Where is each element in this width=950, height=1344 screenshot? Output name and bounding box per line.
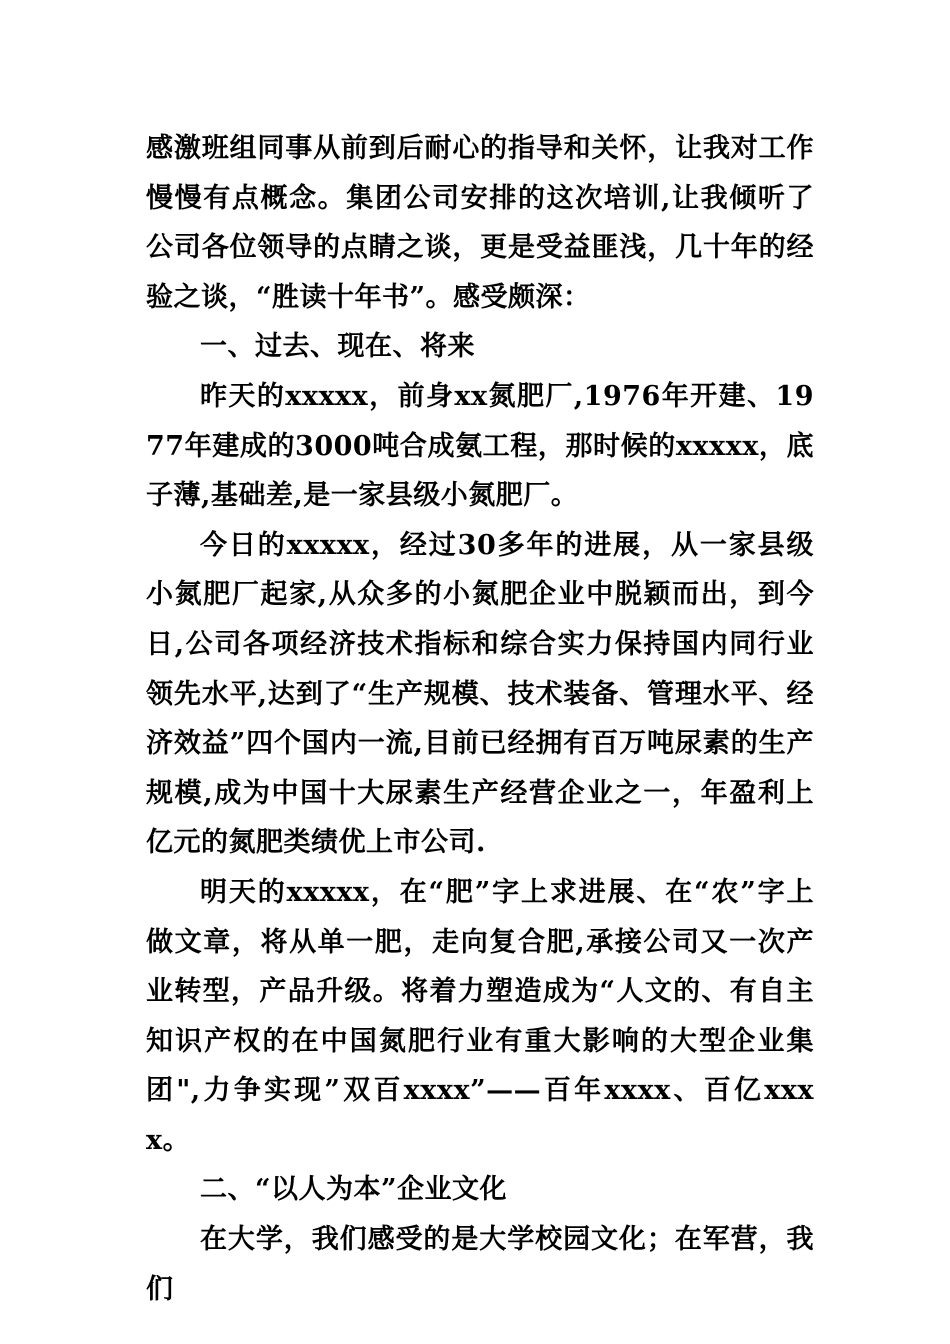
paragraph-intro: 感激班组同事从前到后耐心的指导和关怀，让我对工作慢慢有点概念。集团公司安排的这次培训,让我倾听了公司各位领导的点睛之谈，更是受益匪浅，几十年的经验之谈，“胜读十年书”。感受颇深： [146,133,814,313]
paragraph-today: 今日的xxxxx，经过30多年的进展，从一家县级小氮肥厂起家,从众多的小氮肥企业中脱颖而出，到今日,公司各项经济技术指标和综合实力保持国内同行业领先水平,达到了“生产规模、技术装备、管理水平、经济效益”四个国内一流,目前已经拥有百万吨尿素的生产规模,成为中国十大尿素生产经营企业之一，年盈利上亿元的氮肥类绩优上市公司. [146,529,814,859]
paragraph-tomorrow: 明天的xxxxx，在“肥”字上求进展、在“农”字上做文章，将从单一肥，走向复合肥,承接公司又一次产业转型，产品升级。将着力塑造成为“人文的、有自主知识产权的在中国氮肥行业有重大影响的大型企业集团",力争实现”双百xxxx”——百年xxxx、百亿xxxx。 [146,876,814,1156]
section-heading-past-present-future: 一、过去、现在、将来 [200,331,475,363]
document-body [146,124,814,1314]
paragraph-university-military: 在大学，我们感受的是大学校园文化；在军营，我们 [146,1224,814,1305]
section-heading-people-oriented-culture: 二、“以人为本”企业文化 [200,1174,508,1206]
paragraph-yesterday: 昨天的xxxxx，前身xx氮肥厂,1976年开建、1977年建成的3000吨合成氨工程，那时候的xxxxx，底子薄,基础差,是一家县级小氮肥厂。 [146,380,814,512]
